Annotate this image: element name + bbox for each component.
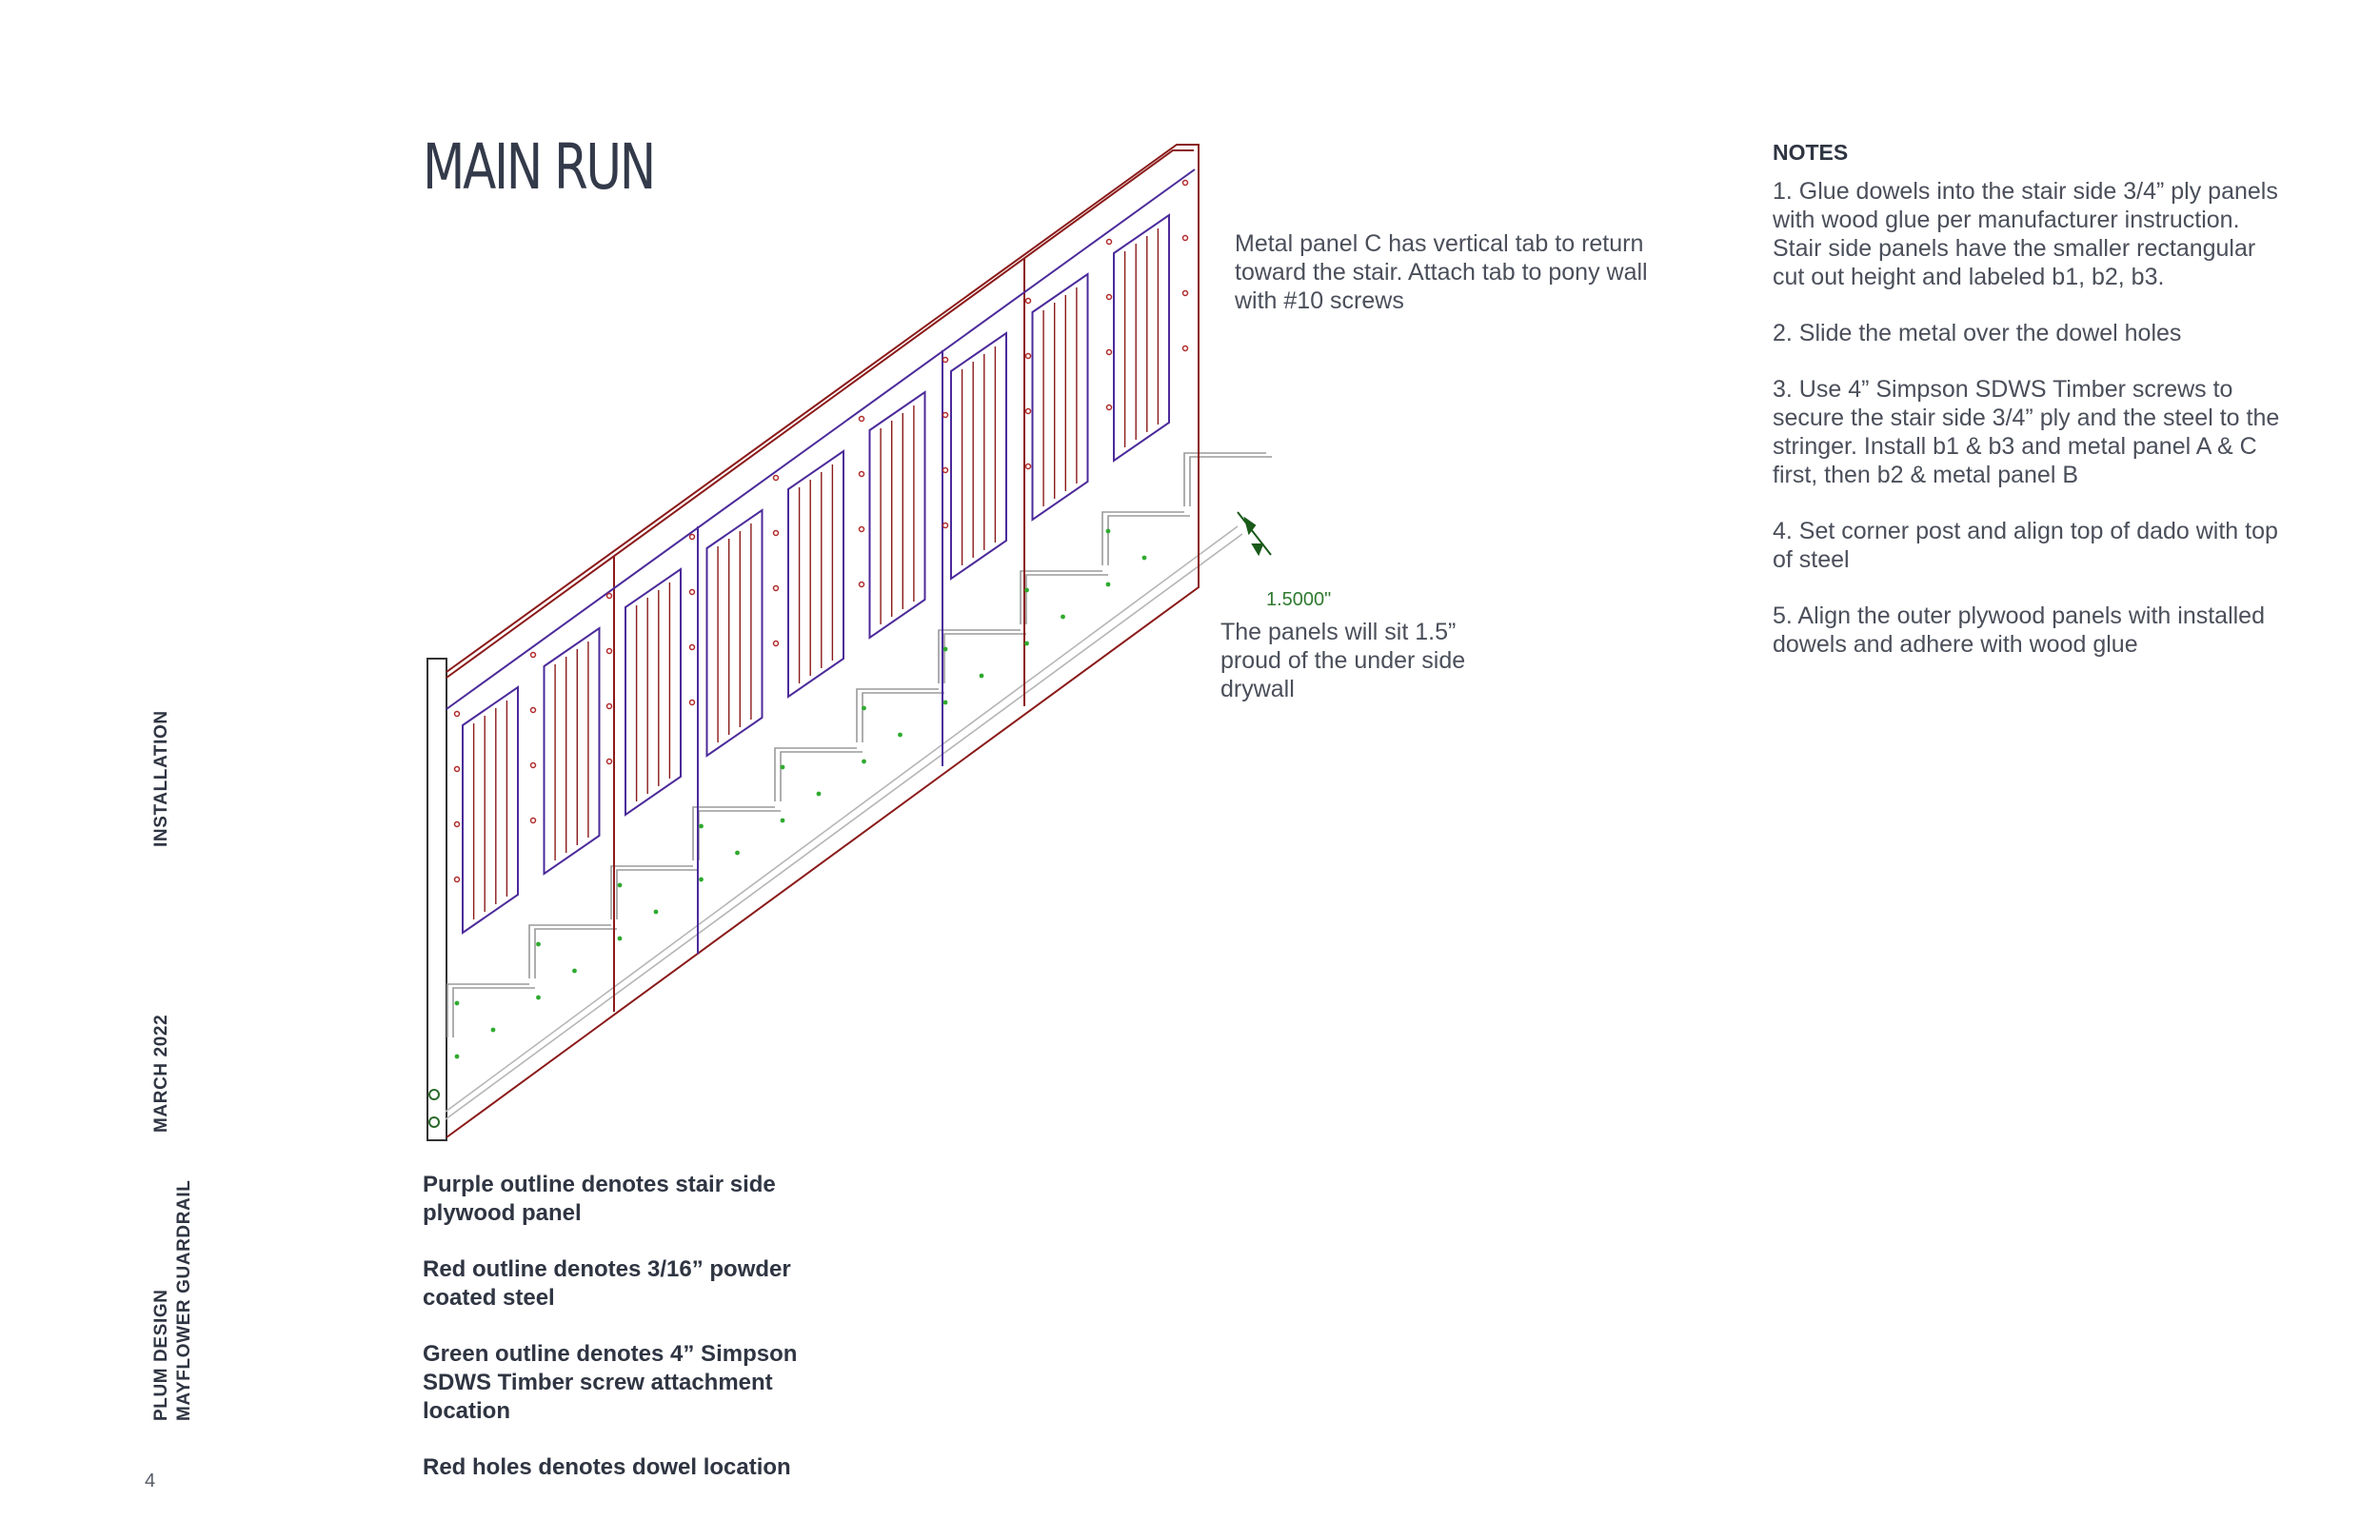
screw-mark: [455, 1001, 460, 1006]
screw-mark: [699, 878, 704, 882]
stair-step: [1184, 453, 1266, 506]
page-number: 4: [145, 1471, 156, 1491]
dowel-hole: [1107, 405, 1112, 410]
plywood-panel-outline: [446, 169, 1195, 954]
dowel-hole: [455, 822, 460, 827]
screw-mark: [1024, 642, 1029, 646]
dowel-hole: [607, 760, 612, 764]
screw-mark: [862, 760, 866, 764]
screw-mark: [536, 942, 541, 947]
screw-mark: [781, 819, 785, 823]
cutout-rect: [463, 687, 518, 933]
dowel-hole: [1026, 464, 1031, 469]
dowel-hole: [774, 531, 779, 536]
stair-steps: [447, 453, 1272, 1037]
legend-item-screws: Green outline denotes 4” Simpson SDWS Timber screw attachment location: [423, 1341, 798, 1424]
cutout-rect: [951, 333, 1006, 579]
screw-mark: [943, 647, 948, 652]
notes-section: [1773, 139, 2287, 686]
stair-step: [693, 807, 775, 860]
screw-mark: [455, 1055, 460, 1059]
dowel-hole: [1183, 346, 1188, 351]
screw-mark: [862, 706, 866, 711]
dowel-hole: [690, 645, 695, 650]
dowel-hole: [943, 523, 948, 528]
dowel-hole: [1183, 236, 1188, 241]
screw-mark: [980, 674, 984, 679]
legend-item-dowels: Red holes denotes dowel location: [423, 1454, 791, 1480]
stair-step: [863, 693, 944, 742]
note-item: 3. Use 4” Simpson SDWS Timber screws to secure the stair side 3/4” ply and the steel to the stringer. Install b1 & b3 and metal panel A & C first, then b2 & metal panel B: [1773, 376, 2280, 488]
stair-step: [857, 689, 939, 742]
dowel-hole: [607, 649, 612, 654]
stair-step: [944, 634, 1026, 683]
dowel-hole: [1026, 354, 1031, 359]
dowel-hole: [774, 476, 779, 481]
stair-step: [1108, 516, 1190, 565]
sidebar-date: MARCH 2022: [151, 1014, 171, 1133]
legend: [423, 1171, 823, 1510]
callout-panels-proud: The panels will sit 1.5” proud of the under side drywall: [1220, 619, 1466, 702]
stair-step: [775, 748, 857, 801]
cutout-rect: [1033, 274, 1088, 520]
dowel-hole: [531, 819, 536, 823]
panel-cutouts: [463, 215, 1169, 933]
screw-mark: [781, 765, 785, 770]
stair-step: [447, 984, 529, 1037]
dowel-hole: [1026, 299, 1031, 304]
screw-mark: [1106, 582, 1111, 587]
stair-step: [699, 811, 781, 860]
dowel-hole: [690, 701, 695, 705]
dimension-label: 1.5000": [1266, 589, 1332, 610]
screw-mark: [536, 996, 541, 1000]
dowel-hole: [531, 763, 536, 768]
screw-locations: [455, 529, 1147, 1059]
screw-mark: [699, 824, 704, 829]
cutout-rect: [625, 569, 681, 815]
screw-mark: [572, 969, 577, 974]
dowel-hole: [607, 704, 612, 709]
dowel-hole: [1107, 295, 1112, 300]
dimension-arrow: [1238, 512, 1271, 555]
stair-step: [781, 752, 863, 801]
note-item: 2. Slide the metal over the dowel holes: [1773, 320, 2182, 346]
stair-step: [529, 925, 611, 978]
dowel-hole: [1107, 240, 1112, 245]
screw-mark: [943, 701, 948, 705]
note-item: 5. Align the outer plywood panels with installed dowels and adhere with wood glue: [1773, 602, 2265, 658]
dowel-hole: [455, 712, 460, 717]
screw-mark: [898, 733, 902, 738]
screw-mark: [1142, 556, 1147, 561]
dowel-hole: [774, 586, 779, 591]
dowel-hole: [943, 358, 948, 363]
dowel-hole: [455, 767, 460, 772]
dowel-hole: [860, 527, 864, 532]
callout-metal-panel-c: Metal panel C has vertical tab to return toward the stair. Attach tab to pony wall with #10 screws: [1235, 230, 1648, 314]
dowel-hole: [607, 594, 612, 599]
dowel-hole: [690, 590, 695, 595]
dowel-hole: [774, 642, 779, 646]
legend-item-steel: Red outline denotes 3/16” powder coated steel: [423, 1256, 791, 1311]
dowel-hole: [943, 413, 948, 418]
dowel-hole: [531, 653, 536, 658]
dowel-hole: [860, 582, 864, 587]
cutout-rect: [707, 510, 763, 756]
cutout-rect: [870, 392, 925, 638]
stair-step: [1026, 575, 1108, 624]
notes-heading: NOTES: [1773, 140, 1849, 165]
screw-mark: [1106, 529, 1111, 534]
legend-item-plywood: Purple outline denotes stair side plywood panel: [423, 1172, 776, 1226]
stair-step: [611, 866, 693, 919]
cutout-rect: [788, 451, 843, 697]
dowel-hole: [690, 535, 695, 540]
dowel-hole: [1183, 181, 1188, 186]
corner-post: [427, 659, 446, 1140]
note-item: 1. Glue dowels into the stair side 3/4” ply panels with wood glue per manufacturer instruction. Stair side panels have the smaller rectangular cut out height and labeled b1, b2, b3.: [1773, 178, 2278, 290]
dowel-hole: [1107, 350, 1112, 355]
steel-panel-outline: [446, 145, 1199, 1137]
note-item: 4. Set corner post and align top of dado with top of steel: [1773, 518, 2278, 573]
sidebar-section-label: INSTALLATION: [151, 710, 171, 847]
dowel-hole: [1183, 291, 1188, 296]
sidebar-company-name: PLUM DESIGN: [151, 1289, 171, 1421]
dowel-hole: [860, 472, 864, 477]
screw-mark: [1061, 615, 1065, 620]
dowel-hole: [1026, 409, 1031, 414]
sidebar-project-name: MAYFLOWER GUARDRAIL: [174, 1179, 194, 1421]
cutout-rect: [1114, 215, 1169, 461]
screw-mark: [618, 937, 623, 941]
dowel-hole: [943, 468, 948, 473]
screw-mark: [654, 910, 659, 915]
screw-mark: [491, 1028, 496, 1033]
dowel-hole: [455, 878, 460, 882]
stair-step: [1190, 457, 1272, 506]
cutout-rect: [545, 628, 600, 874]
dowel-hole: [860, 417, 864, 422]
screw-mark: [1024, 588, 1029, 593]
page-title: MAIN RUN: [423, 130, 654, 204]
dowel-hole: [531, 708, 536, 713]
screw-mark: [618, 883, 623, 888]
screw-mark: [817, 792, 822, 797]
screw-mark: [735, 851, 740, 856]
